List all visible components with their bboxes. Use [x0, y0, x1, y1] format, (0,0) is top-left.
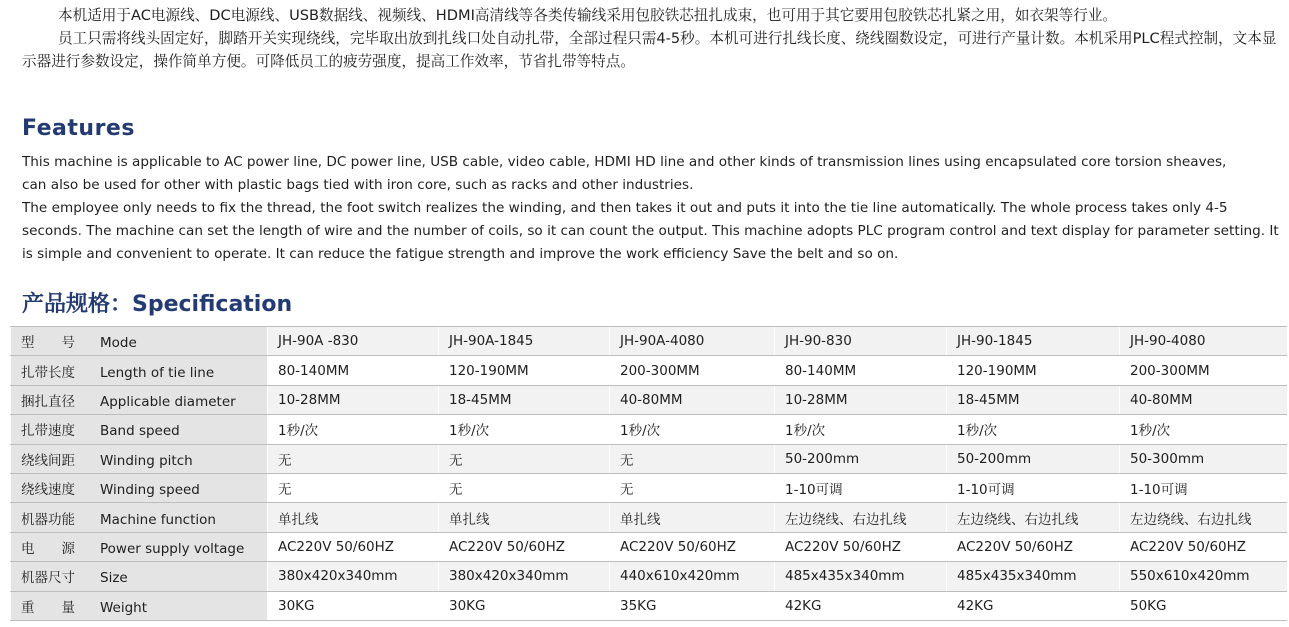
table-cell: 18-45MM — [439, 385, 610, 414]
table-cell: 1-10可调 — [775, 473, 947, 502]
row-label-en: Applicable diameter — [100, 393, 236, 410]
intro-chinese — [22, 4, 1284, 73]
table-cell: 左边绕线、右边扎线 — [775, 503, 947, 532]
table-cell: 1秒/次 — [268, 415, 439, 444]
row-label-cn: 捆扎直径 — [21, 393, 75, 410]
row-label — [11, 473, 268, 502]
table-cell: 200-300MM — [610, 356, 775, 385]
row-label — [11, 503, 268, 532]
table-cell: 380x420x340mm — [439, 562, 610, 591]
row-label-cn: 扎带长度 — [21, 364, 75, 381]
table-cell: 1秒/次 — [775, 415, 947, 444]
row-label-en: Length of tie line — [100, 364, 215, 381]
row-label — [11, 591, 268, 620]
table-cell: 无 — [439, 473, 610, 502]
table-cell: 120-190MM — [947, 356, 1120, 385]
table-cell: 1-10可调 — [947, 473, 1120, 502]
table-cell: AC220V 50/60HZ — [1120, 532, 1287, 561]
table-cell: 485x435x340mm — [775, 562, 947, 591]
table-cell: 35KG — [610, 591, 775, 620]
row-label-en: Size — [100, 570, 128, 587]
table-cell: 485x435x340mm — [947, 562, 1120, 591]
features-body — [22, 151, 1289, 266]
intro-paragraph-1: 本机适用于AC电源线、DC电源线、USB数据线、视频线、HDMI高清线等各类传输线采用包胶铁芯扭扎成束，也可用于其它要用包胶铁芯扎紧之用，如衣架等行业。 — [58, 7, 1118, 24]
table-row — [11, 503, 1287, 532]
table-row — [11, 415, 1287, 444]
table-cell: 单扎线 — [610, 503, 775, 532]
table-cell: 无 — [610, 444, 775, 473]
table-row — [11, 473, 1287, 502]
row-label-en: Winding pitch — [100, 452, 193, 469]
table-cell: JH-90A-1845 — [439, 327, 610, 356]
table-row — [11, 562, 1287, 591]
table-cell: 42KG — [775, 591, 947, 620]
table-cell: 1秒/次 — [439, 415, 610, 444]
table-cell: 无 — [268, 473, 439, 502]
row-label — [11, 532, 268, 561]
table-cell: 左边绕线、右边扎线 — [947, 503, 1120, 532]
table-cell: 1秒/次 — [610, 415, 775, 444]
table-cell: AC220V 50/60HZ — [268, 532, 439, 561]
table-cell: 42KG — [947, 591, 1120, 620]
row-label — [11, 444, 268, 473]
row-label-en: Band speed — [100, 423, 180, 440]
table-row — [11, 444, 1287, 473]
row-label-en: Winding speed — [100, 482, 200, 499]
table-cell: AC220V 50/60HZ — [610, 532, 775, 561]
table-cell: 80-140MM — [268, 356, 439, 385]
table-cell: 1秒/次 — [1120, 415, 1287, 444]
table-row — [11, 356, 1287, 385]
table-cell: 50KG — [1120, 591, 1287, 620]
table-row — [11, 327, 1287, 356]
table-cell: 单扎线 — [439, 503, 610, 532]
table-cell: JH-90-830 — [775, 327, 947, 356]
table-cell: 18-45MM — [947, 385, 1120, 414]
row-label — [11, 356, 268, 385]
table-cell: AC220V 50/60HZ — [775, 532, 947, 561]
table-cell: AC220V 50/60HZ — [439, 532, 610, 561]
table-cell: 30KG — [268, 591, 439, 620]
features-heading: Features — [22, 116, 135, 141]
features-paragraph-1a: This machine is applicable to AC power line, DC power line, USB cable, video cable, HDMI HD line and other kinds of transmission lines using encapsulated core torsion sheaves, — [22, 154, 1227, 170]
row-label-cn: 重 量 — [21, 599, 75, 616]
table-cell: 单扎线 — [268, 503, 439, 532]
row-label-cn: 绕线速度 — [21, 482, 75, 499]
row-label-cn: 型 号 — [21, 335, 75, 352]
features-paragraph-2: The employee only needs to fix the thread, the foot switch realizes the winding, and then takes it out and puts it into the tie line automatically. The whole process takes only 4-5 seconds. The machine can set the length of wire and the number of coils, so it can count the output. This machine adopts PLC program control and text display for parameter setting. It is simple and convenient to operate. It can reduce the fatigue strength and improve the work efficiency Save the belt and so on. — [22, 200, 1279, 262]
table-cell: JH-90-4080 — [1120, 327, 1287, 356]
table-cell: 30KG — [439, 591, 610, 620]
table-cell: 120-190MM — [439, 356, 610, 385]
table-cell: 左边绕线、右边扎线 — [1120, 503, 1287, 532]
table-cell: JH-90A-4080 — [610, 327, 775, 356]
table-cell: 380x420x340mm — [268, 562, 439, 591]
specification-table — [10, 326, 1287, 621]
table-cell: 10-28MM — [775, 385, 947, 414]
row-label-en: Power supply voltage — [100, 540, 245, 557]
table-cell: AC220V 50/60HZ — [947, 532, 1120, 561]
table-cell: 无 — [439, 444, 610, 473]
table-cell: 200-300MM — [1120, 356, 1287, 385]
table-cell: 1秒/次 — [947, 415, 1120, 444]
table-row — [11, 385, 1287, 414]
table-cell: 无 — [610, 473, 775, 502]
table-cell: JH-90A -830 — [268, 327, 439, 356]
table-cell: 无 — [268, 444, 439, 473]
intro-paragraph-2: 员工只需将线头固定好，脚踏开关实现绕线，完毕取出放到扎线口处自动扎带，全部过程只需4-5秒。本机可进行扎线长度、绕线圈数设定，可进行产量计数。本机采用PLC程式控制，文本显示器进行参数设定，操作简单方便。可降低员工的疲劳强度，提高工作效率，节省扎带等特点。 — [22, 30, 1277, 70]
specification-heading: 产品规格：Specification — [22, 292, 293, 317]
row-label — [11, 327, 268, 356]
row-label — [11, 415, 268, 444]
row-label-cn: 电 源 — [21, 540, 75, 557]
row-label — [11, 562, 268, 591]
table-cell: 50-200mm — [947, 444, 1120, 473]
table-cell: 80-140MM — [775, 356, 947, 385]
table-cell: 10-28MM — [268, 385, 439, 414]
table-cell: 440x610x420mm — [610, 562, 775, 591]
table-row — [11, 532, 1287, 561]
row-label-en: Machine function — [100, 511, 216, 528]
table-cell: JH-90-1845 — [947, 327, 1120, 356]
row-label-cn: 机器功能 — [21, 511, 75, 528]
row-label-cn: 扎带速度 — [21, 423, 75, 440]
row-label — [11, 385, 268, 414]
row-label-en: Mode — [100, 335, 137, 352]
table-cell: 40-80MM — [1120, 385, 1287, 414]
row-label-en: Weight — [100, 599, 148, 616]
table-cell: 50-200mm — [775, 444, 947, 473]
features-paragraph-1b: can also be used for other with plastic bags tied with iron core, such as racks and other industries. — [22, 177, 694, 193]
row-label-cn: 绕线间距 — [21, 452, 75, 469]
table-cell: 40-80MM — [610, 385, 775, 414]
table-cell: 1-10可调 — [1120, 473, 1287, 502]
row-label-cn: 机器尺寸 — [21, 570, 75, 587]
table-cell: 550x610x420mm — [1120, 562, 1287, 591]
table-row — [11, 591, 1287, 620]
table-cell: 50-300mm — [1120, 444, 1287, 473]
